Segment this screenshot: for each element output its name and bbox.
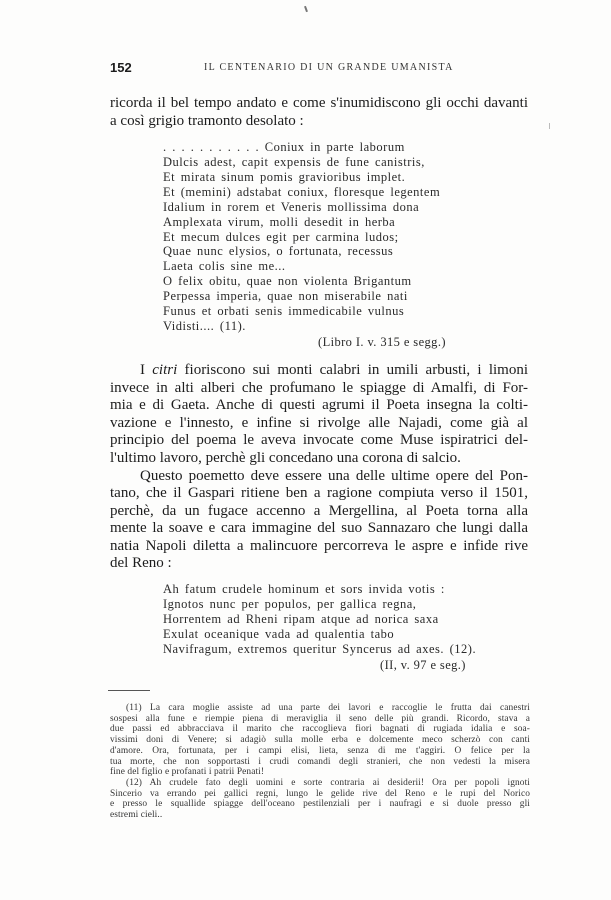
verse-citation: (II, v. 97 e seg.): [380, 658, 466, 672]
paragraph-line: mia e di Gaeta. Anche di questi agrumi il Poeta insegna la colti-: [110, 397, 528, 413]
footnote-line: tua morte, che non sopportasti i crudi comandi degli stranieri, che non vedesti la misera: [110, 756, 530, 767]
verse-line: Et (memini) adstabat coniux, floresque legentem: [163, 185, 441, 199]
verse-line: Idalium in rorem et Veneris mollissima dona: [163, 200, 420, 214]
paragraph-line: mente la soave e cara immagine del suo Sannazaro che lungi dalla: [110, 520, 528, 536]
paragraph-line: Questo poemetto deve essere una delle ultime opere del Pon-: [140, 468, 528, 484]
footnote-line: sospesi alla fune e riempie piena di meraviglia il seno delle più grandi. Ricordo, stava a: [110, 713, 530, 724]
paragraph-line: del Reno :: [110, 555, 172, 571]
footnote-line: (11) La cara moglie assiste ad una parte dei lavori e raccoglie le frutta dai canestri: [126, 703, 530, 713]
footnote-line: estremi cieli..: [110, 810, 163, 820]
verse-line: Perpessa imperia, quae non miserabile nati: [163, 289, 408, 303]
paragraph-line: I citri fioriscono sui monti calabri in umili arbusti, i limoni: [140, 362, 528, 378]
footnote-line: e presso le squallide spiagge dell'oceano pestilenziali per i naufragi e si duole presso gli: [110, 799, 530, 810]
verse-line: Dulcis adest, capit expensis de fune canistris,: [163, 155, 425, 169]
footnote-divider: [108, 690, 150, 691]
verse-line: Funus et orbati senis immedicabile vulnus: [163, 304, 405, 318]
scan-mark: [304, 6, 308, 12]
paragraph-line: natia Napoli diletta a malincuore percorreva le aspre e infide rive: [110, 538, 528, 554]
verse-line: Ah fatum crudele hominum et sors invida votis :: [163, 582, 445, 596]
body-line: a così grigio tramonto desolato :: [110, 113, 304, 129]
verse-line: Et mecum dulces egit per carmina ludos;: [163, 230, 399, 244]
verse-line: . . . . . . . . . . . Coniux in parte laborum: [163, 140, 405, 154]
footnote-line: (12) Ah crudele fato degli uomini e sorte contraria ai desiderii! Ora per popoli ignoti: [126, 777, 530, 788]
verse-line: Vidisti.... (11).: [163, 319, 246, 333]
verse-line: Navifragum, extremos queritur Syncerus ad axes. (12).: [163, 642, 477, 656]
verse-line: Ignotos nunc per populos, per gallica regna,: [163, 597, 417, 611]
paragraph-line: principio del poema le aveva invocate come Muse ispiratrici del-: [110, 432, 528, 448]
verse-line: O felix obitu, quae non violenta Brigantum: [163, 274, 412, 288]
footnote-line: vissimi doni di Venere; si adagiò sulla molle erba e dolcemente meco scherzò con canti: [110, 735, 530, 746]
body-line: ricorda il bel tempo andato e come s'inumidiscono gli occhi davanti: [110, 95, 528, 111]
footnote-line: Sincerio va errando pei gallici regni, lungo le gelide rive del Reno e le rupi del Norico: [110, 788, 530, 799]
page-number: 152: [110, 60, 132, 75]
verse-line: Amplexata virum, molli desedit in herba: [163, 215, 396, 229]
footnote-line: fine del figlio e profanati i patrii Penati!: [110, 767, 265, 778]
footnote-line: d'amore. Ora, fortunata, per i campi elisi, lieta, senza di me t'aggiri. O felice per la: [110, 745, 530, 756]
verse-citation: (Libro I. v. 315 e segg.): [318, 335, 446, 349]
paragraph-line: tano, che il Gaspari ritiene ben a ragione compiuta verso il 1501,: [110, 485, 528, 501]
verse-line: Quae nunc elysios, o fortunata, recessus: [163, 244, 394, 258]
running-title: IL CENTENARIO DI UN GRANDE UMANISTA: [204, 62, 454, 73]
verse-line: Laeta colis sine me...: [163, 259, 286, 273]
verse-line: Et mirata sinum pomis gravioribus implet.: [163, 170, 406, 184]
paragraph-line: l'ultimo lavoro, perchè gli concedano una corona di salcio.: [110, 450, 461, 466]
paragraph-line: vazione e l'innesto, e infine si rivolge alle Najadi, come già al: [110, 415, 528, 431]
italic-word: citri: [152, 362, 178, 378]
paragraph-line: perchè, da un fugace accenno a Mergellina, al Poeta torna alla: [110, 503, 528, 519]
footnote-line: due passi ed abbracciava il marito che raccoglieva fiori bagnati di rugiada idalia e soa-: [110, 724, 530, 735]
paragraph-line: invece in alti alberi che profumano le spiagge di Amalfi, di For-: [110, 380, 528, 396]
verse-line: Exulat oceanique vada ad qualentia tabo: [163, 627, 395, 641]
verse-line: Horrentem ad Rheni ripam atque ad norica saxa: [163, 612, 439, 626]
scan-mark: [549, 123, 550, 129]
